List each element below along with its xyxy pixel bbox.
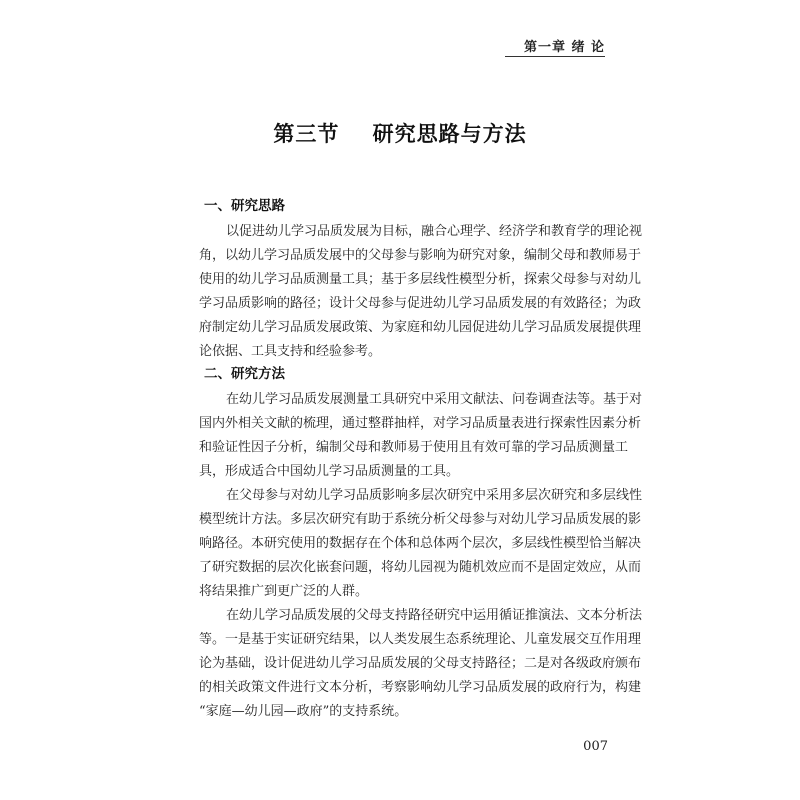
- paragraph-line: 国内外相关文献的梳理，通过整群抽样，对学习品质量表进行探索性因素分析: [199, 416, 642, 431]
- chapter-title: 第一章 绪 论: [523, 40, 605, 55]
- paragraph-line: 了研究数据的层次化嵌套问题，将幼儿园视为随机效应而不是固定效应，从而: [199, 560, 642, 575]
- paragraph-line: 角，以幼儿学习品质发展中的父母参与影响为研究对象，编制父母和教师易于: [199, 248, 642, 263]
- paragraph-line: 府制定幼儿学习品质发展政策、为家庭和幼儿园促进幼儿学习品质发展提供理: [199, 320, 642, 335]
- paragraph-line: 论依据、工具支持和经验参考。: [199, 344, 382, 359]
- paragraph-line: 在幼儿学习品质发展的父母支持路径研究中运用循证推演法、文本分析法: [226, 608, 643, 623]
- paragraph-line: 以促进幼儿学习品质发展为目标，融合心理学、经济学和教育学的理论视: [226, 224, 643, 239]
- paragraph-line: 模型统计方法。多层次研究有助于系统分析父母参与对幼儿学习品质发展的影: [199, 512, 642, 527]
- paragraph-line: 在幼儿学习品质发展测量工具研究中采用文献法、问卷调查法等。基于对: [226, 392, 643, 407]
- paragraph-line: 学习品质影响的路径；设计父母参与促进幼儿学习品质发展的有效路径；为政: [199, 296, 642, 311]
- paragraph-line: 和验证性因子分析，编制父母和教师易于使用且有效可靠的学习品质测量工: [199, 440, 629, 455]
- paragraph-line: 等。一是基于实证研究结果，以人类发展生态系统理论、儿童发展交互作用理: [199, 632, 642, 647]
- subsection-heading-1: 一、研究思路: [204, 198, 285, 214]
- section-title: 第三节 研究思路与方法: [273, 121, 527, 146]
- paragraph-line: 使用的幼儿学习品质测量工具；基于多层线性模型分析，探索父母参与对幼儿: [199, 272, 642, 287]
- paragraph-line: 论为基础，设计促进幼儿学习品质发展的父母支持路径；二是对各级政府颁布: [199, 656, 642, 671]
- header-rule: [505, 56, 605, 57]
- paragraph-line: “家庭—幼儿园—政府”的支持系统。: [199, 704, 408, 719]
- paragraph-line: 的相关政策文件进行文本分析，考察影响幼儿学习品质发展的政府行为，构建: [199, 680, 642, 695]
- page-number: 007: [583, 739, 608, 754]
- subsection-heading-2: 二、研究方法: [204, 366, 285, 382]
- paragraph-line: 具，形成适合中国幼儿学习品质测量的工具。: [199, 464, 460, 479]
- paragraph-line: 在父母参与对幼儿学习品质影响多层次研究中采用多层次研究和多层线性: [226, 488, 643, 503]
- paragraph-line: 响路径。本研究使用的数据存在个体和总体两个层次，多层线性模型恰当解决: [199, 536, 642, 551]
- running-header: [505, 34, 605, 56]
- paragraph-line: 将结果推广到更广泛的人群。: [199, 584, 369, 599]
